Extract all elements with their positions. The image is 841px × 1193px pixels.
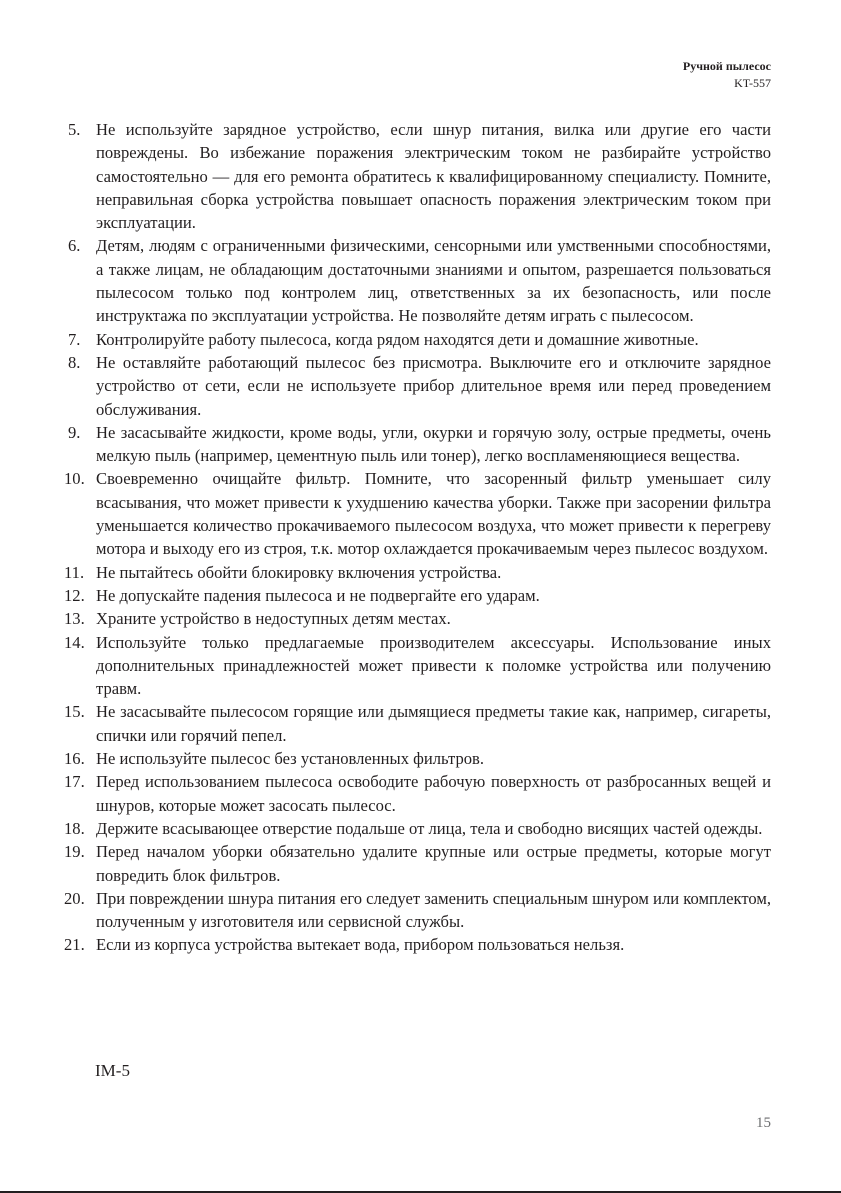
item-text: Не оставляйте работающий пылесос без присмотра. Выключите его и отключите зарядное устройство от сети, если не используете прибор длительное время или перед проведением обслуживания.	[96, 352, 771, 419]
item-number: 18.	[64, 818, 85, 838]
list-item	[64, 561, 771, 584]
list-item	[64, 584, 771, 607]
product-title: Ручной пылесос	[682, 59, 771, 73]
safety-instructions-list	[64, 118, 771, 957]
item-number: 12.	[64, 585, 85, 605]
item-number: 11.	[64, 562, 85, 582]
item-number: 7.	[68, 329, 81, 349]
item-number: 14.	[64, 632, 85, 652]
list-item	[64, 631, 771, 701]
item-text: Не засасывайте жидкости, кроме воды, угли, окурки и горячую золу, острые предметы, очень мелкую пыль (например, цементную пыль или тонер), легко воспламеняющиеся вещества.	[96, 422, 771, 466]
item-number: 5.	[68, 120, 81, 139]
item-number: 16.	[64, 749, 85, 769]
item-number: 19.	[64, 842, 85, 862]
item-text: Если из корпуса устройства вытекает вода, прибором пользоваться нельзя.	[96, 935, 625, 955]
item-text: Не используйте зарядное устройство, если шнур питания, вилка или другие его части повреждены. Во избежание поражения электрическим током не разбирайте устройство самостоятельно — для его ремонта обратитесь к квалифицированному специалисту. Помните, неправильная сборка устройства повышает опасность поражения электрическим током при эксплуатации.	[96, 120, 771, 233]
item-text: Не допускайте падения пылесоса и не подвергайте его ударам.	[96, 585, 540, 605]
item-number: 13.	[64, 609, 85, 629]
item-text: Держите всасывающее отверстие подальше от лица, тела и свободно висящих частей одежды.	[96, 818, 763, 838]
item-number: 10.	[64, 469, 85, 489]
item-text: Не засасывайте пылесосом горящие или дымящиеся предметы такие как, например, сигареты, спички или горячий пепел.	[96, 702, 771, 745]
item-text: При повреждении шнура питания его следует заменить специальным шнуром или комплектом, полученным у изготовителя или сервисной службы.	[96, 888, 771, 932]
list-item	[64, 933, 771, 956]
list-item	[64, 118, 771, 234]
item-number: 20.	[64, 888, 85, 908]
item-number: 15.	[64, 702, 85, 722]
item-number: 9.	[68, 422, 81, 442]
item-text: Храните устройство в недоступных детям местах.	[96, 609, 451, 629]
item-text: Не пытайтесь обойти блокировку включения устройства.	[96, 562, 502, 582]
item-text: Своевременно очищайте фильтр. Помните, что засоренный фильтр уменьшает силу всасывания, что может привести к ухудшению качества уборки. Также при засорении фильтра уменьшается количество прокачиваемого пылесосом воздуха, что может привести к перегреву мотора и выходу его из строя, т.к. мотор охлаждается прокачиваемым через пылесос воздухом.	[96, 469, 771, 559]
item-text: Детям, людям с ограниченными физическими, сенсорными или умственными способностями, а также лицам, не обладающим достаточными знаниями и опытом, разрешается пользоваться пылесосом только под контролем лиц, ответственных за их безопасность, или после инструктажа по эксплуатации устройства. Не позволяйте детям играть с пылесосом.	[96, 236, 771, 326]
page-header	[683, 58, 771, 92]
list-item	[64, 700, 771, 747]
item-number: 21.	[64, 935, 85, 955]
list-item	[64, 887, 771, 934]
item-number: 17.	[64, 772, 85, 792]
manual-code: IM-5	[95, 1061, 130, 1080]
item-number: 6.	[68, 236, 81, 256]
item-text: Не используйте пылесос без установленных фильтров.	[96, 749, 485, 769]
item-number: 8.	[68, 352, 81, 372]
model-number: KT-557	[734, 76, 771, 90]
page-number: 15	[756, 1115, 771, 1131]
list-item	[64, 817, 771, 840]
list-item	[64, 607, 771, 630]
item-text: Используйте только предлагаемые производителем аксессуары. Использование иных дополнительных принадлежностей может привести к поломке устройства или получению травм.	[96, 632, 771, 699]
item-text: Перед началом уборки обязательно удалите крупные или острые предметы, которые могут повредить блок фильтров.	[96, 842, 771, 885]
list-item	[64, 234, 771, 327]
list-item	[64, 421, 771, 468]
list-item	[64, 840, 771, 887]
list-item	[64, 747, 771, 770]
list-item	[64, 770, 771, 817]
item-text: Контролируйте работу пылесоса, когда рядом находятся дети и домашние животные.	[96, 329, 699, 349]
list-item	[64, 328, 771, 351]
list-item	[64, 467, 771, 560]
list-item	[64, 351, 771, 421]
item-text: Перед использованием пылесоса освободите рабочую поверхность от разбросанных вещей и шнуров, которые может засосать пылесос.	[96, 772, 771, 815]
